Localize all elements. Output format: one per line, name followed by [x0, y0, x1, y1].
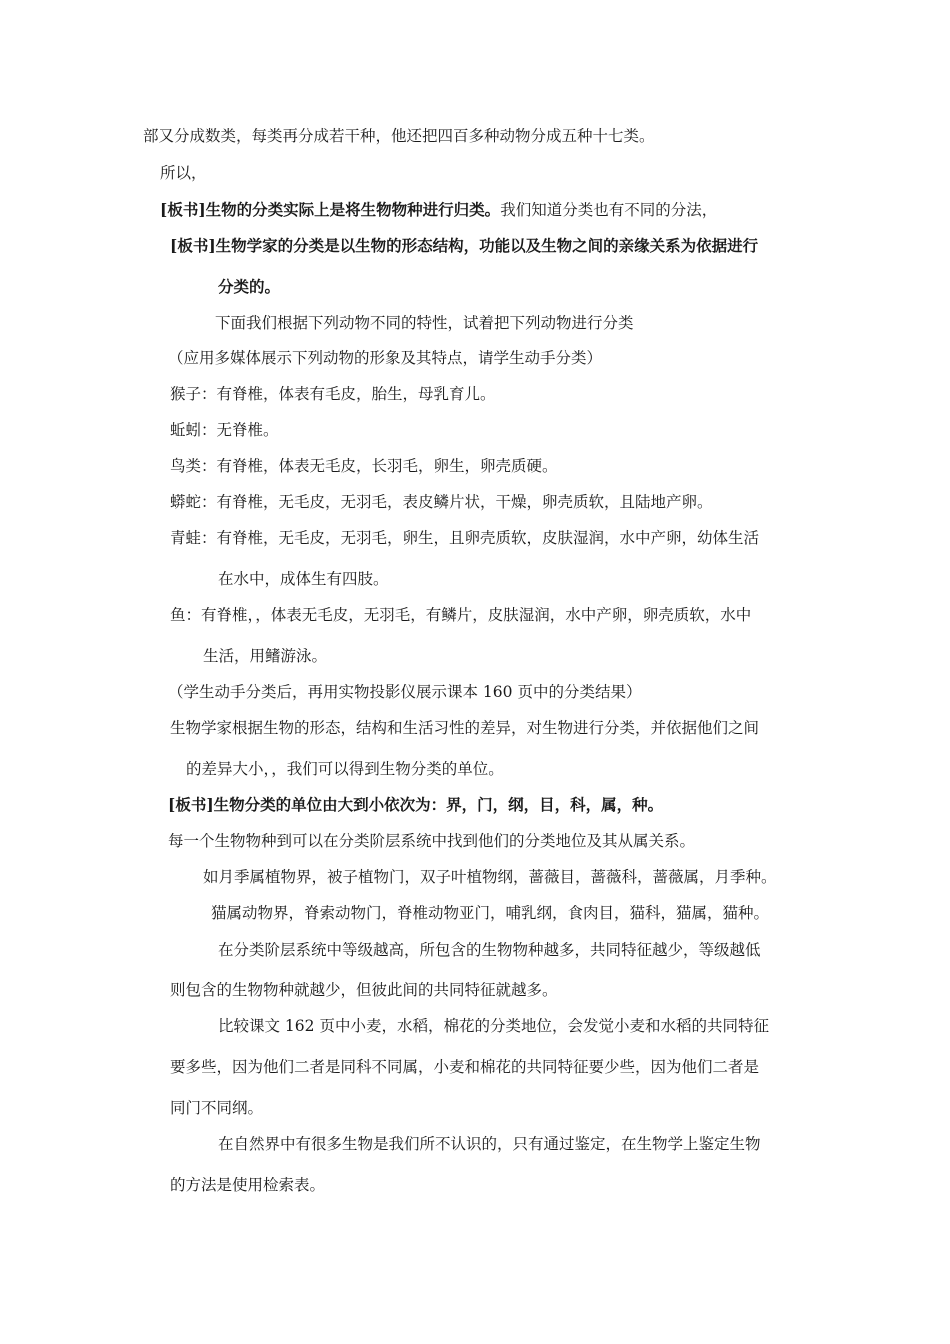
text-line: （学生动手分类后，再用实物投影仪展示课本 160 页中的分类结果） — [168, 683, 642, 701]
text-line: 猫属动物界，脊索动物门，脊椎动物亚门，哺乳纲，食肉目，猫科，猫属，猫种。 — [211, 904, 770, 922]
blackboard-line — [160, 200, 717, 220]
text-line: 蚯蚓：无脊椎。 — [170, 421, 279, 439]
text-line: 猴子：有脊椎，体表有毛皮，胎生，母乳育儿。 — [170, 385, 496, 403]
text-line: （应用多媒体展示下列动物的形象及其特点，请学生动手分类） — [168, 349, 603, 367]
text-line: 则包含的生物物种就越少，但彼此间的共同特征就越多。 — [170, 981, 558, 999]
text-line: 在分类阶层系统中等级越高，所包含的生物物种越多，共同特征越少，等级越低 — [218, 941, 761, 959]
text-line: 的方法是使用检索表。 — [170, 1176, 326, 1194]
text-line: 比较课文 162 页中小麦，水稻，棉花的分类地位，会发觉小麦和水稻的共同特征 — [218, 1017, 769, 1035]
text-line: 在水中，成体生有四肢。 — [218, 570, 389, 588]
blackboard-text: 生物学家的分类是以生物的形态结构，功能以及生物之间的亲缘关系为依据进行 — [215, 236, 759, 255]
blackboard-text: 生物分类的单位由大到小依次为：界，门，纲，目，科，属，种。 — [213, 795, 664, 814]
text-line: 蟒蛇：有脊椎，无毛皮，无羽毛，表皮鳞片状，干燥，卵壳质软，且陆地产卵。 — [170, 493, 713, 511]
text-line: 同门不同纲。 — [170, 1099, 264, 1117]
text-line: 的差异大小，，我们可以得到生物分类的单位。 — [186, 760, 504, 778]
text-line: 鸟类：有脊椎，体表无毛皮，长羽毛，卵生，卵壳质硬。 — [170, 457, 558, 475]
text-line: 青蛙：有脊椎，无毛皮，无羽毛，卵生，且卵壳质软，皮肤湿润，水中产卵，幼体生活 — [170, 529, 760, 547]
text-line: 在自然界中有很多生物是我们所不认识的，只有通过鉴定，在生物学上鉴定生物 — [218, 1135, 761, 1153]
text-line: 所以， — [160, 164, 207, 182]
blackboard-line — [170, 236, 758, 256]
text-span: 我们知道分类也有不同的分法， — [500, 201, 718, 219]
text-line: 鱼：有脊椎，，体表无毛皮，无羽毛，有鳞片，皮肤湿润，水中产卵，卵壳质软，水中 — [170, 606, 752, 624]
text-line: 要多些，因为他们二者是同科不同属，小麦和棉花的共同特征要少些，因为他们二者是 — [170, 1058, 760, 1076]
blackboard-tag: [板书] — [168, 795, 214, 814]
text-line: 下面我们根据下列动物不同的特性，试着把下列动物进行分类 — [215, 314, 634, 332]
blackboard-tag: [板书] — [170, 236, 216, 255]
blackboard-line — [168, 795, 663, 815]
text-line: 部又分成数类，每类再分成若干种，他还把四百多种动物分成五种十七类。 — [143, 127, 655, 145]
text-line: 生物学家根据生物的形态，结构和生活习性的差异，对生物进行分类，并依据他们之间 — [170, 719, 760, 737]
text-line: 每一个生物物种到可以在分类阶层系统中找到他们的分类地位及其从属关系。 — [168, 832, 696, 850]
blackboard-text: 分类的。 — [218, 277, 281, 296]
blackboard-text: 生物的分类实际上是将生物物种进行归类。 — [205, 200, 501, 219]
text-line: 生活，用鳍游泳。 — [203, 647, 328, 665]
blackboard-tag: [板书] — [160, 200, 206, 219]
text-line: 如月季属植物界，被子植物门，双子叶植物纲，蔷薇目，蔷薇科，蔷薇属，月季种。 — [203, 868, 777, 886]
